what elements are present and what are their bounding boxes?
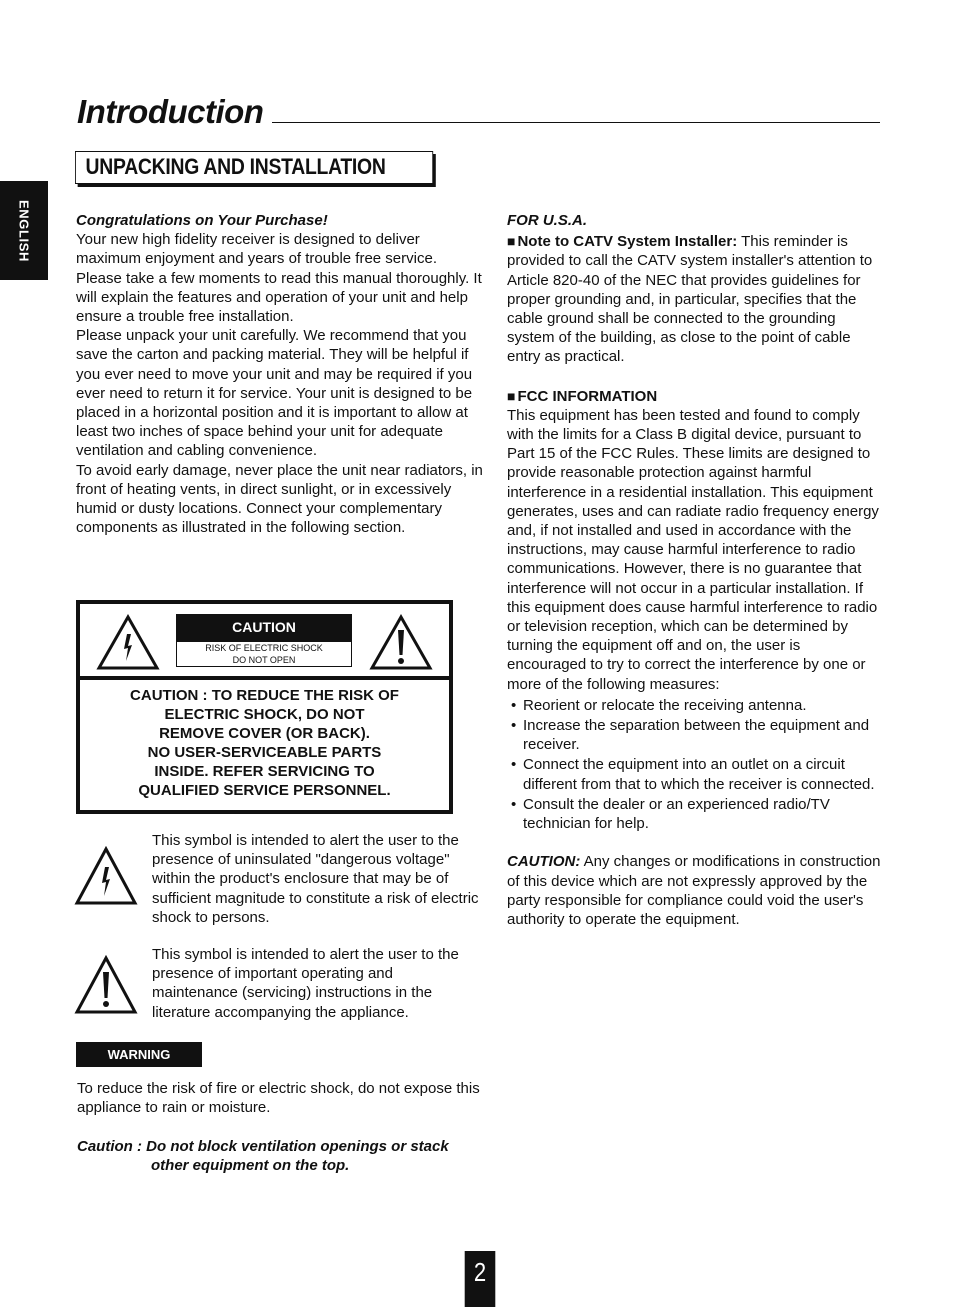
caution-box-text <box>80 686 449 800</box>
intro-paragraph-1: Your new high fidelity receiver is designed to deliver maximum enjoyment and years of trouble free service. Please take a few moments to read this manual thoroughly. It will explain the features and operation of your unit and help ensure a trouble free installation. <box>76 231 482 326</box>
caution-line: ELECTRIC SHOCK, DO NOT <box>164 706 365 723</box>
fcc-heading-row <box>507 387 882 406</box>
caution-footer-line-1: Caution : Do not block ventilation openings or stack <box>77 1138 449 1155</box>
list-item: • Reorient or relocate the receiving antenna. <box>507 696 882 715</box>
measures-list <box>507 696 882 833</box>
fcc-text: This equipment has been tested and found to comply with the limits for a Class B digital device, pursuant to Part 15 of the FCC Rules. These limits are designed to provide reasonable protection against harmful interference in a residential installation. This equipment generates, uses and can radiate radio frequency energy and, if not installed and used in accordance with the instructions, may cause harmful interference to radio communications. However, there is no guarantee that interference will not occur in a particular installation. If this equipment does cause harmful interference to radio or television reception, which can be determined by turning the equipment off and on, the user is encouraged to try to correct the interference by one or more of the following measures: <box>507 406 879 693</box>
list-item: • Consult the dealer or an experienced radio/TV technician for help. <box>507 795 882 833</box>
exclamation-symbol-text: This symbol is intended to alert the user to the presence of important operating and maintenance (servicing) instructions in the literature accompanying the appliance. <box>152 946 459 1021</box>
square-bullet-icon: ■ <box>507 387 516 404</box>
caution-line: CAUTION : TO REDUCE THE RISK OF <box>130 687 399 704</box>
lightning-symbol-text: This symbol is intended to alert the user to the presence of uninsulated "dangerous voltage" within the product's enclosure that may be of sufficient magnitude to constitute a risk of electric shock to persons. <box>152 832 479 926</box>
exclamation-warning-icon <box>369 614 433 671</box>
list-item: • Connect the equipment into an outlet on a circuit different from that to which the receiver is connected. <box>507 755 882 793</box>
caution-footer-line-2: other equipment on the top. <box>151 1157 350 1175</box>
list-item: • Increase the separation between the equipment and receiver. <box>507 716 882 754</box>
fcc-heading: FCC INFORMATION <box>517 387 658 405</box>
caution-line: QUALIFIED SERVICE PERSONNEL. <box>138 782 391 799</box>
caution-line: NO USER-SERVICEABLE PARTS <box>147 744 382 761</box>
language-tab-label: ENGLISH <box>16 199 32 262</box>
caution-line: REMOVE COVER (OR BACK). <box>159 725 370 742</box>
warning-label: WARNING <box>76 1042 202 1067</box>
caution-box-divider <box>76 676 453 680</box>
lightning-symbol-icon <box>74 846 138 906</box>
warning-text: To reduce the risk of fire or electric shock, do not expose this appliance to rain or moisture. <box>77 1080 480 1117</box>
page-title: Introduction <box>77 93 264 130</box>
caution-sub-line-2: DO NOT OPEN <box>232 654 296 665</box>
catv-heading: Note to CATV System Installer: <box>517 233 738 251</box>
language-tab <box>0 181 48 280</box>
right-column <box>507 211 882 929</box>
congrats-heading: Congratulations on Your Purchase! <box>76 212 328 229</box>
title-rule <box>272 122 880 123</box>
catv-text: This reminder is provided to call the CATV system installer's attention to Article 820-40 of the NEC that provides guidelines for proper grounding and, in particular, specifies that the cable ground shall be connected to the grounding system of the building, as close to the point of cable entry as practical. <box>507 233 873 366</box>
caution-line: INSIDE. REFER SERVICING TO <box>154 763 375 780</box>
fcc-caution <box>507 852 882 929</box>
square-bullet-icon: ■ <box>507 233 516 250</box>
usa-heading: FOR U.S.A. <box>507 212 588 229</box>
intro-text <box>76 211 484 537</box>
catv-note <box>507 232 882 366</box>
caution-sub-label <box>176 641 352 667</box>
exclamation-symbol-icon <box>74 955 138 1015</box>
lightning-warning-icon <box>96 614 160 671</box>
fcc-caution-label: CAUTION: <box>507 853 581 871</box>
intro-paragraph-2: Please unpack your unit carefully. We recommend that you save the carton and packing material. They will be helpful if you ever need to move your unit and may be required if you ever need to return it for service. Your unit is designed to be placed in a horizontal position and it is important to allow at least two inches of space behind your unit for adequate ventilation and cabling convenience. <box>76 327 473 460</box>
caution-footer <box>77 1137 487 1175</box>
fcc-caution-text: Any changes or modifications in construction of this device which are not expressly approved by the party responsible for compliance could void the user's authority to operate the equipment. <box>507 853 881 928</box>
caution-sub-line-1: RISK OF ELECTRIC SHOCK <box>205 643 323 653</box>
caution-label: CAUTION <box>176 614 352 641</box>
section-title: UNPACKING AND INSTALLATION <box>75 151 433 184</box>
intro-paragraph-3: To avoid early damage, never place the unit near radiators, in front of heating vents, in direct sunlight, or in excessively humid or dusty locations. Connect your complementary components as illustrated in the following section. <box>76 461 483 537</box>
page-number: 2 <box>465 1251 496 1307</box>
